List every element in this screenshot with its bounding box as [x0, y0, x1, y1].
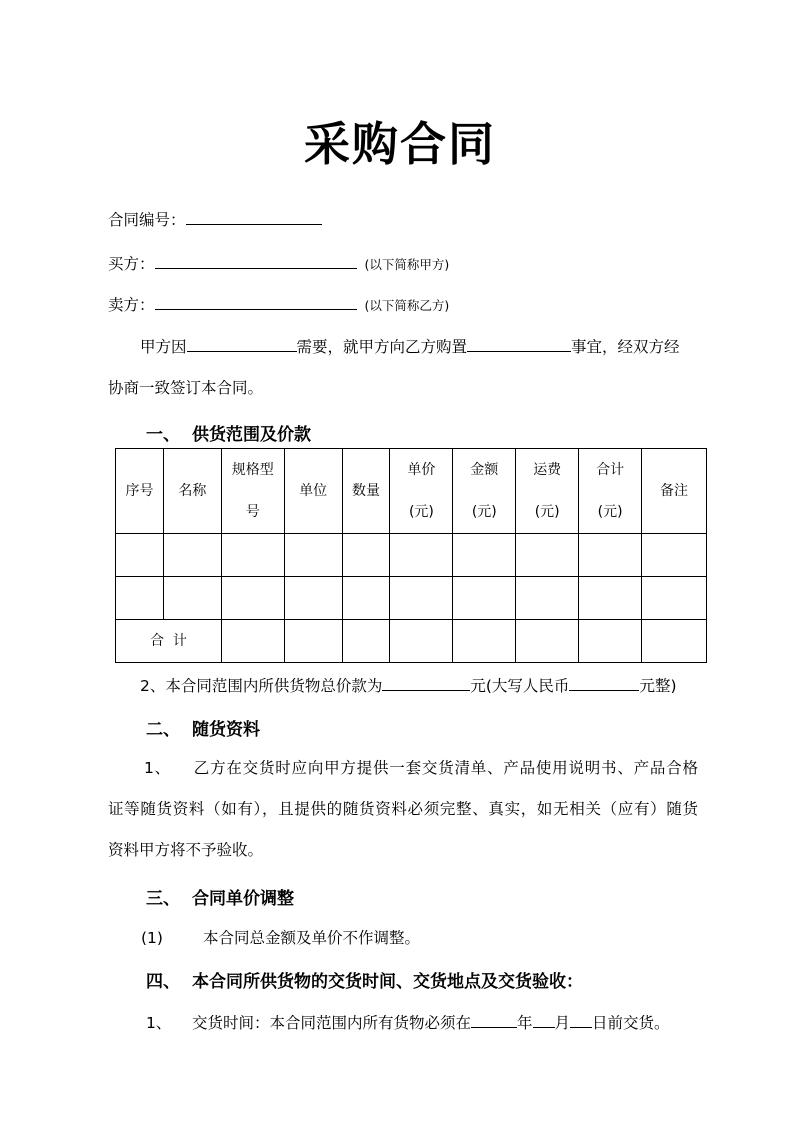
header-cell: 单位 — [284, 449, 342, 534]
table-cell[interactable] — [342, 620, 390, 663]
table-cell[interactable] — [342, 534, 390, 577]
section-2-heading — [146, 715, 260, 740]
table-cell[interactable] — [642, 534, 707, 577]
header-cell: 合计 (元) — [579, 449, 642, 534]
section-3-heading — [146, 884, 294, 909]
header-cell: 数量 — [342, 449, 390, 534]
section-2-number: 二、 — [146, 720, 180, 740]
table-cell[interactable] — [642, 620, 707, 663]
header-cell: 备注 — [642, 449, 707, 534]
delivery-year-blank[interactable] — [471, 1011, 517, 1028]
section-4-title: 本合同所供货物的交货时间、交货地点及交货验收： — [192, 972, 583, 992]
table-cell[interactable] — [390, 577, 453, 620]
table-cell[interactable] — [516, 577, 579, 620]
contract-number-line — [108, 208, 322, 230]
total-price-text-2: 元(大写人民币 — [470, 677, 570, 695]
header-cell: 运费 (元) — [516, 449, 579, 534]
total-label-cell: 合 计 — [116, 620, 222, 663]
buyer-label: 买方： — [108, 255, 155, 273]
section-2-title: 随货资料 — [192, 720, 260, 740]
table-row — [116, 534, 707, 577]
intro-line-1 — [140, 335, 680, 357]
section-3-item-text: 本合同总金额及单价不作调整。 — [203, 929, 421, 947]
section-1-heading — [146, 420, 311, 445]
table-total-row — [116, 620, 707, 663]
delivery-text-2: 日前交货。 — [592, 1014, 670, 1032]
section-4-item-number: 1、 — [146, 1014, 172, 1032]
section-3-number: 三、 — [146, 889, 180, 909]
section-1-number: 一、 — [146, 425, 180, 445]
total-price-blank[interactable] — [382, 674, 470, 691]
table-cell[interactable] — [116, 577, 164, 620]
table-header-row — [116, 449, 707, 534]
table-cell[interactable] — [284, 534, 342, 577]
section-3-item-number: (1) — [141, 929, 163, 947]
buyer-note: (以下简称甲方) — [364, 257, 450, 272]
delivery-text-1: 交货时间：本合同范围内所有货物必须在 — [192, 1014, 472, 1032]
table-row — [116, 577, 707, 620]
section-4-heading — [146, 967, 583, 992]
intro-item-blank[interactable] — [467, 335, 571, 352]
section-2-line-3: 资料甲方将不予验收。 — [108, 841, 264, 859]
section-2-line-1: 1、 乙方在交货时应向甲方提供一套交货清单、产品使用说明书、产品合格 — [144, 759, 698, 777]
table-cell[interactable] — [163, 534, 221, 577]
header-cell: 金额 (元) — [453, 449, 516, 534]
intro-line-2: 协商一致签订本合同。 — [108, 379, 264, 397]
table-cell[interactable] — [579, 534, 642, 577]
header-cell: 序号 — [116, 449, 164, 534]
section-2-line-2: 证等随货资料（如有），且提供的随货资料必须完整、真实，如无相关（应有）随货 — [108, 800, 698, 818]
intro-text-2: 需要，就甲方向乙方购置 — [296, 338, 468, 356]
contract-number-blank[interactable] — [186, 208, 322, 225]
header-cell: 名称 — [163, 449, 221, 534]
table-cell[interactable] — [390, 534, 453, 577]
section-4-item — [146, 1011, 670, 1033]
seller-blank[interactable] — [155, 293, 357, 310]
seller-note: (以下简称乙方) — [364, 298, 450, 313]
section-4-number: 四、 — [146, 972, 180, 992]
section-2-paragraph — [108, 748, 698, 871]
buyer-line — [108, 252, 449, 274]
delivery-year-label: 年 — [517, 1014, 533, 1032]
seller-line — [108, 293, 449, 315]
total-price-line — [140, 674, 677, 696]
table-cell[interactable] — [390, 620, 453, 663]
section-1-title: 供货范围及价款 — [192, 425, 311, 445]
total-price-text-3: 元整) — [639, 677, 677, 695]
table-cell[interactable] — [642, 577, 707, 620]
seller-label: 卖方： — [108, 296, 155, 314]
buyer-blank[interactable] — [155, 252, 357, 269]
delivery-month-label: 月 — [554, 1014, 571, 1032]
delivery-day-blank[interactable] — [570, 1011, 592, 1028]
table-cell[interactable] — [342, 577, 390, 620]
intro-text-3: 事宜，经双方经 — [571, 338, 680, 356]
table-cell[interactable] — [116, 534, 164, 577]
intro-text-1: 甲方因 — [140, 338, 187, 356]
total-price-upper-blank[interactable] — [569, 674, 639, 691]
table-cell[interactable] — [453, 577, 516, 620]
page-title: 采购合同 — [304, 117, 496, 171]
table-cell[interactable] — [453, 620, 516, 663]
table-cell[interactable] — [163, 577, 221, 620]
delivery-month-blank[interactable] — [533, 1011, 555, 1028]
total-price-text-1: 2、本合同范围内所供货物总价款为 — [140, 677, 383, 695]
section-3-item — [141, 926, 420, 948]
supply-table — [115, 448, 707, 663]
table-cell[interactable] — [284, 620, 342, 663]
table-cell[interactable] — [221, 577, 284, 620]
contract-number-label: 合同编号： — [108, 211, 186, 229]
table-cell[interactable] — [284, 577, 342, 620]
table-cell[interactable] — [516, 534, 579, 577]
table-cell[interactable] — [221, 534, 284, 577]
table-cell[interactable] — [579, 577, 642, 620]
table-cell[interactable] — [579, 620, 642, 663]
header-cell: 单价 (元) — [390, 449, 453, 534]
intro-reason-blank[interactable] — [187, 335, 297, 352]
section-3-title: 合同单价调整 — [192, 889, 294, 909]
table-cell[interactable] — [221, 620, 284, 663]
table-cell[interactable] — [453, 534, 516, 577]
header-cell: 规格型 号 — [221, 449, 284, 534]
table-cell[interactable] — [516, 620, 579, 663]
